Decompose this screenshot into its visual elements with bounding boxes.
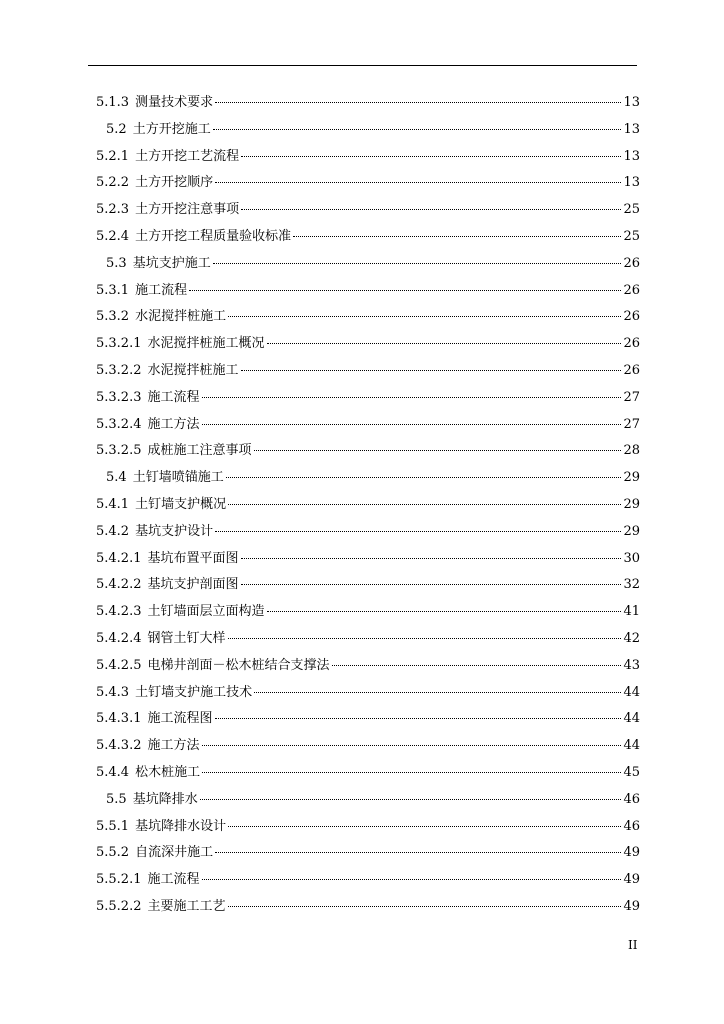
toc-entry[interactable] <box>96 415 640 442</box>
toc-entry-page: 26 <box>623 282 640 298</box>
toc-entry-title: 成桩施工注意事项 <box>147 443 252 459</box>
toc-entry-title: 土钉墙面层立面构造 <box>147 604 265 620</box>
toc-entry-number: 5.5.2.1 <box>96 872 142 888</box>
toc-entry[interactable] <box>96 736 640 763</box>
toc-dot-leader <box>213 128 622 130</box>
toc-entry-title: 施工流程 <box>147 389 200 405</box>
toc-entry-title: 基坑支护施工 <box>132 255 211 271</box>
toc-entry-page: 44 <box>623 684 640 700</box>
toc-entry-number: 5.3.2.1 <box>96 336 142 352</box>
toc-entry-number: 5.2.2 <box>96 175 130 191</box>
toc-entry-title: 土钉墙支护施工技术 <box>135 684 253 700</box>
toc-entry-number: 5.3.1 <box>96 282 130 298</box>
toc-dot-leader <box>241 369 622 371</box>
toc-entry-page: 46 <box>623 791 640 807</box>
toc-entry-page: 30 <box>623 550 640 566</box>
toc-entry-page: 43 <box>623 657 640 673</box>
toc-entry-page: 29 <box>623 496 640 512</box>
toc-entry-title: 自流深井施工 <box>135 845 214 861</box>
toc-dot-leader <box>228 905 622 907</box>
toc-entry[interactable] <box>96 147 640 174</box>
toc-entry[interactable] <box>96 307 640 334</box>
toc-entry-number: 5.4.2.3 <box>96 604 142 620</box>
toc-entry[interactable] <box>96 656 640 683</box>
toc-entry[interactable] <box>96 173 640 200</box>
toc-entry-page: 49 <box>623 845 640 861</box>
toc-entry[interactable] <box>96 254 640 281</box>
toc-entry-title: 水泥搅拌桩施工概况 <box>147 336 265 352</box>
toc-entry-page: 28 <box>623 443 640 459</box>
toc-entry-page: 49 <box>623 872 640 888</box>
toc-dot-leader <box>254 449 622 451</box>
toc-entry-page: 25 <box>623 202 640 218</box>
toc-entry[interactable] <box>96 441 640 468</box>
toc-dot-leader <box>202 744 622 746</box>
toc-entry-title: 土钉墙支护概况 <box>135 496 227 512</box>
toc-dot-leader <box>213 262 622 264</box>
toc-dot-leader <box>241 583 622 585</box>
toc-entry-number: 5.2.3 <box>96 202 130 218</box>
toc-entry-page: 41 <box>623 604 640 620</box>
toc-entry-number: 5.2 <box>106 121 127 137</box>
toc-entry[interactable] <box>96 200 640 227</box>
toc-entry-title: 基坑降排水 <box>132 791 198 807</box>
toc-dot-leader <box>202 878 622 880</box>
toc-entry-page: 26 <box>623 309 640 325</box>
toc-entry[interactable] <box>96 281 640 308</box>
toc-entry[interactable] <box>96 522 640 549</box>
toc-dot-leader <box>189 289 621 291</box>
toc-entry-title: 土方开挖顺序 <box>135 175 214 191</box>
toc-entry[interactable] <box>96 468 640 495</box>
toc-dot-leader <box>202 771 621 773</box>
toc-entry[interactable] <box>96 549 640 576</box>
toc-entry-number: 5.4.3 <box>96 684 130 700</box>
toc-entry[interactable] <box>96 870 640 897</box>
toc-entry-number: 5.2.1 <box>96 148 130 164</box>
toc-dot-leader <box>267 342 622 344</box>
toc-entry-page: 13 <box>623 148 640 164</box>
toc-dot-leader <box>241 557 622 559</box>
toc-entry-number: 5.5.1 <box>96 818 130 834</box>
toc-entry[interactable] <box>96 790 640 817</box>
toc-entry-page: 32 <box>623 577 640 593</box>
toc-entry-page: 13 <box>623 95 640 110</box>
toc-entry-title: 土方开挖工程质量验收标准 <box>135 228 292 244</box>
toc-entry-number: 5.4.2 <box>96 523 130 539</box>
toc-dot-leader <box>202 396 622 398</box>
toc-entry-page: 44 <box>623 738 640 754</box>
toc-dot-leader <box>254 691 621 693</box>
toc-entry-page: 45 <box>623 764 640 780</box>
toc-entry[interactable] <box>96 843 640 870</box>
table-of-contents <box>96 93 640 924</box>
toc-entry-number: 5.4.2.1 <box>96 550 142 566</box>
toc-entry-number: 5.4.4 <box>96 764 130 780</box>
toc-entry[interactable] <box>96 227 640 254</box>
toc-entry[interactable] <box>96 334 640 361</box>
toc-entry[interactable] <box>96 763 640 790</box>
toc-entry-number: 5.3.2.2 <box>96 362 142 378</box>
toc-entry-page: 13 <box>623 121 640 137</box>
toc-dot-leader <box>267 610 622 612</box>
toc-dot-leader <box>228 503 621 505</box>
toc-entry[interactable] <box>96 817 640 844</box>
toc-entry-number: 5.4 <box>106 470 127 486</box>
toc-dot-leader <box>228 637 622 639</box>
toc-entry-title: 水泥搅拌桩施工 <box>147 362 239 378</box>
toc-entry-page: 29 <box>623 523 640 539</box>
toc-entry-page: 46 <box>623 818 640 834</box>
toc-dot-leader <box>293 235 621 237</box>
toc-dot-leader <box>215 101 621 103</box>
toc-dot-leader <box>241 155 621 157</box>
toc-entry-number: 5.5.2.2 <box>96 898 142 914</box>
toc-entry[interactable] <box>96 602 640 629</box>
toc-entry[interactable] <box>96 120 640 147</box>
toc-entry[interactable] <box>96 93 640 120</box>
toc-entry-page: 25 <box>623 228 640 244</box>
toc-dot-leader <box>202 423 622 425</box>
toc-entry-page: 42 <box>623 630 640 646</box>
toc-entry-number: 5.2.4 <box>96 228 130 244</box>
toc-entry-title: 基坑布置平面图 <box>147 550 239 566</box>
toc-entry[interactable] <box>96 683 640 710</box>
toc-dot-leader <box>215 530 621 532</box>
toc-entry-page: 26 <box>623 255 640 271</box>
toc-entry[interactable] <box>96 709 640 736</box>
toc-entry-number: 5.4.1 <box>96 496 130 512</box>
toc-entry-number: 5.5.2 <box>96 845 130 861</box>
toc-entry[interactable] <box>96 629 640 656</box>
toc-entry-number: 5.4.2.5 <box>96 657 142 673</box>
toc-entry-title: 电梯井剖面－松木桩结合支撑法 <box>147 657 330 673</box>
toc-entry-title: 土方开挖施工 <box>132 121 211 137</box>
toc-entry-page: 29 <box>623 470 640 486</box>
toc-entry-title: 施工方法 <box>147 738 200 754</box>
toc-dot-leader <box>215 717 622 719</box>
toc-entry-page: 13 <box>623 175 640 191</box>
toc-entry[interactable] <box>96 575 640 602</box>
toc-entry-number: 5.4.3.1 <box>96 711 142 727</box>
toc-entry-page: 49 <box>623 898 640 914</box>
header-rule <box>88 65 637 66</box>
toc-dot-leader <box>215 851 621 853</box>
toc-entry-title: 施工方法 <box>147 416 200 432</box>
toc-entry-title: 松木桩施工 <box>135 764 201 780</box>
toc-entry-number: 5.3.2.3 <box>96 389 142 405</box>
toc-entry-number: 5.3.2 <box>96 309 130 325</box>
toc-entry-title: 测量技术要求 <box>135 95 214 110</box>
toc-entry-number: 5.4.2.2 <box>96 577 142 593</box>
toc-dot-leader <box>226 476 622 478</box>
toc-dot-leader <box>228 315 621 317</box>
toc-entry-title: 土方开挖工艺流程 <box>135 148 240 164</box>
toc-entry-title: 施工流程 <box>147 872 200 888</box>
toc-dot-leader <box>228 825 621 827</box>
toc-entry-page: 27 <box>623 416 640 432</box>
toc-entry[interactable] <box>96 361 640 388</box>
toc-dot-leader <box>215 181 621 183</box>
toc-entry-title: 钢管土钉大样 <box>147 630 226 646</box>
toc-entry-title: 主要施工工艺 <box>147 898 226 914</box>
toc-entry-title: 施工流程图 <box>147 711 213 727</box>
toc-entry-number: 5.4.3.2 <box>96 738 142 754</box>
toc-entry-page: 27 <box>623 389 640 405</box>
toc-entry-number: 5.3.2.4 <box>96 416 142 432</box>
toc-entry-number: 5.5 <box>106 791 127 807</box>
toc-entry-number: 5.3.2.5 <box>96 443 142 459</box>
toc-entry-title: 基坑支护设计 <box>135 523 214 539</box>
toc-entry-number: 5.4.2.4 <box>96 630 142 646</box>
toc-entry-title: 基坑降排水设计 <box>135 818 227 834</box>
toc-entry-number: 5.1.3 <box>96 95 130 110</box>
toc-dot-leader <box>241 208 621 210</box>
toc-entry-title: 土钉墙喷锚施工 <box>132 470 224 486</box>
toc-entry[interactable] <box>96 897 640 924</box>
toc-entry-number: 5.3 <box>106 255 127 271</box>
toc-entry-page: 44 <box>623 711 640 727</box>
toc-entry-page: 26 <box>623 362 640 378</box>
toc-entry[interactable] <box>96 388 640 415</box>
toc-entry-title: 土方开挖注意事项 <box>135 202 240 218</box>
toc-entry-title: 施工流程 <box>135 282 188 298</box>
toc-dot-leader <box>200 798 622 800</box>
toc-dot-leader <box>332 664 622 666</box>
toc-entry[interactable] <box>96 495 640 522</box>
page-number: II <box>628 938 638 952</box>
toc-entry-title: 水泥搅拌桩施工 <box>135 309 227 325</box>
toc-entry-page: 26 <box>623 336 640 352</box>
toc-entry-title: 基坑支护剖面图 <box>147 577 239 593</box>
